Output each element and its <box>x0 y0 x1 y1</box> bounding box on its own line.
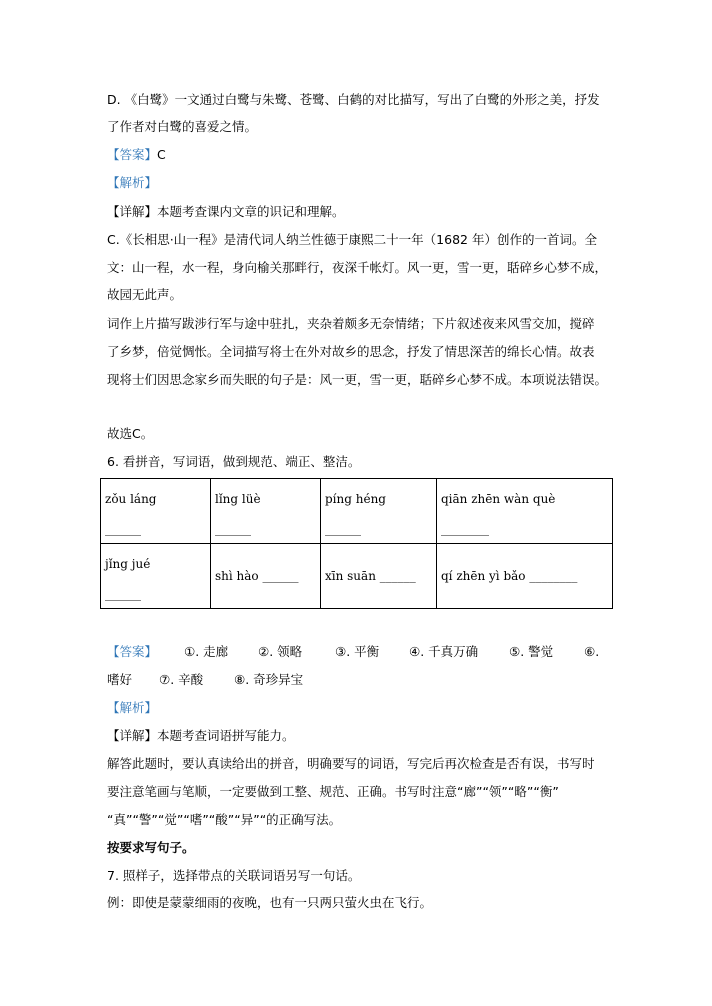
explain-line1: 解答此题时，要认真读给出的拼音，明确要写的词语，写完后再次检查是否有误，书写时 <box>107 756 595 771</box>
answer-blank[interactable]: ______ <box>325 522 361 536</box>
explain-line3: “真”“警”“觉”“嗜”“酸”“异”“的正确写法。 <box>107 812 342 827</box>
answer-item: ②. 领略 <box>258 644 303 659</box>
answer-blank[interactable]: ______ <box>105 522 141 536</box>
pinyin: lǐng lüè <box>215 492 261 506</box>
question-6: 6. 看拼音，写词语，做到规范、端正、整洁。 <box>107 454 361 469</box>
choose-line: 故选C。 <box>107 426 154 441</box>
section-heading: 按要求写句子。 <box>107 840 195 855</box>
analysis-label-2: 【解析】 <box>107 700 158 715</box>
table-cell <box>321 479 437 544</box>
pinyin: qiān zhēn wàn què <box>441 492 556 506</box>
table-cell: xīn suān ______ <box>321 544 437 609</box>
table-cell <box>437 479 613 544</box>
table-cell <box>101 479 211 544</box>
analysis-label: 【解析】 <box>107 175 158 190</box>
example-line: 例：即使是蒙蒙细雨的夜晚，也有一只两只萤火虫在飞行。 <box>107 895 433 910</box>
answer2-label <box>107 643 157 661</box>
answer-blank[interactable]: ______ <box>215 522 251 536</box>
explain-c-line3: 故园无此声。 <box>107 287 183 302</box>
answer-value: C <box>157 147 166 162</box>
answer-item: ③. 平衡 <box>335 644 380 659</box>
question-7: 7. 照样子，选择带点的关联词语另写一句话。 <box>107 868 361 883</box>
paragraph-line3: 现将士们因思念家乡而失眠的句子是：风一更，雪一更，聒碎乡心梦不成。本项说法错误。 <box>107 372 608 387</box>
answer-line <box>107 146 166 164</box>
answer-blank[interactable]: ________ <box>441 522 489 536</box>
option-d-line1: D. 《白鹭》一文通过白鹭与朱鹭、苍鹭、白鹤的对比描写，写出了白鹭的外形之美，抒发 <box>107 92 600 107</box>
table-cell: shì hào ______ <box>211 544 321 609</box>
detail-line: 【详解】本题考查课内文章的识记和理解。 <box>107 204 345 219</box>
pinyin: jǐng jué <box>105 557 151 571</box>
explain-c-line2: 文：山一程，水一程，身向榆关那畔行，夜深千帐灯。风一更，雪一更，聒碎乡心梦不成， <box>107 260 608 275</box>
pinyin: zǒu láng <box>105 492 157 506</box>
table-cell <box>101 544 211 609</box>
answer-item: ⑦. 辛酸 <box>159 672 204 687</box>
pinyin: píng héng <box>325 492 386 506</box>
explain-line2: 要注意笔画与笔顺，一定要做到工整、规范、正确。书写时注意“廊”“领”“略”“衡” <box>107 784 559 799</box>
answer-item: ⑤. 警觉 <box>509 644 554 659</box>
answer-label: 【答案】 <box>107 147 158 162</box>
table-cell <box>211 479 321 544</box>
table-row <box>101 479 613 544</box>
option-d-line2: 了作者对白鹭的喜爱之情。 <box>107 119 258 134</box>
answer-item: ⑥. <box>584 644 600 659</box>
table-cell: qí zhēn yì bǎo ________ <box>437 544 613 609</box>
answer-item: ①. 走廊 <box>184 644 229 659</box>
answer-item: ⑧. 奇珍异宝 <box>234 672 304 687</box>
table-row <box>101 544 613 609</box>
paragraph-line2: 了乡梦，倍觉惆怅。全词描写将士在外对故乡的思念，抒发了情思深苦的绵长心情。故表 <box>107 344 595 359</box>
answer-item: ④. 千真万确 <box>409 644 479 659</box>
paragraph-line1: 词作上片描写跋涉行军与途中驻扎，夹杂着颇多无奈情绪；下片叙述夜来风雪交加，搅碎 <box>107 316 595 331</box>
detail-line-2: 【详解】本题考查词语拼写能力。 <box>107 728 295 743</box>
answer-blank[interactable]: ______ <box>105 587 141 601</box>
pinyin-table <box>100 478 613 609</box>
explain-c-line1: C.《长相思·山一程》是清代词人纳兰性德于康熙二十一年（1682 年）创作的一首词。全 <box>107 232 597 247</box>
answer-item: 嗜好 <box>107 672 133 687</box>
answer2-label-text: 【答案】 <box>107 644 158 659</box>
